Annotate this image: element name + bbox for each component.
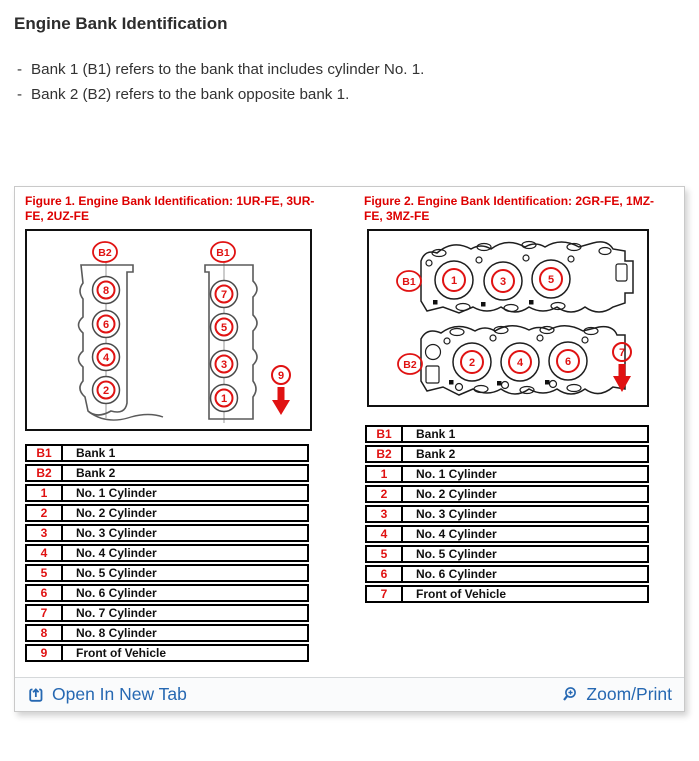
figure2-legend-table <box>365 425 649 605</box>
bullet-marker: - <box>17 61 23 78</box>
legend-key: B2 <box>27 466 63 480</box>
legend-key: 4 <box>367 527 403 541</box>
legend-label: No. 4 Cylinder <box>416 527 497 541</box>
legend-key: 3 <box>27 526 63 540</box>
legend-label: No. 8 Cylinder <box>76 626 157 640</box>
svg-text:3: 3 <box>220 359 228 371</box>
bullet-item <box>17 82 424 107</box>
figure1-diagram <box>25 229 312 431</box>
bank2-gasket-tail <box>89 412 163 420</box>
table-row <box>25 444 309 462</box>
bullet-item <box>17 57 424 82</box>
svg-text:2: 2 <box>102 385 110 397</box>
svg-text:6: 6 <box>564 356 572 368</box>
bullet-list <box>17 57 424 107</box>
figure-panel <box>14 186 685 712</box>
table-row <box>25 504 309 522</box>
legend-label: No. 3 Cylinder <box>416 507 497 521</box>
front-of-vehicle-marker <box>272 366 290 415</box>
svg-text:3: 3 <box>499 276 507 288</box>
legend-label: No. 4 Cylinder <box>76 546 157 560</box>
svg-text:6: 6 <box>102 319 110 331</box>
cylinder-marker <box>549 342 587 380</box>
cylinder-marker <box>211 281 238 308</box>
cylinder-marker <box>453 343 491 381</box>
open-in-new-tab-icon <box>27 686 45 704</box>
table-row <box>365 545 649 563</box>
table-row <box>365 505 649 523</box>
svg-text:7: 7 <box>618 347 626 359</box>
legend-label: No. 6 Cylinder <box>76 586 157 600</box>
cylinder-marker <box>435 261 473 299</box>
legend-key: 5 <box>27 566 63 580</box>
legend-label: No. 7 Cylinder <box>76 606 157 620</box>
legend-key: 3 <box>367 507 403 521</box>
legend-key: 2 <box>367 487 403 501</box>
cylinder-marker <box>211 351 238 378</box>
open-in-new-tab-label: Open In New Tab <box>52 684 187 704</box>
legend-key: 5 <box>367 547 403 561</box>
table-row <box>365 445 649 463</box>
table-row <box>365 525 649 543</box>
table-row <box>25 644 309 662</box>
down-arrow-icon <box>619 364 626 377</box>
legend-label: Bank 1 <box>76 446 116 460</box>
legend-label: No. 6 Cylinder <box>416 567 497 581</box>
bullet-marker: - <box>17 86 23 103</box>
zoom-print-link[interactable] <box>561 684 672 705</box>
legend-label: No. 2 Cylinder <box>76 506 157 520</box>
cylinder-marker <box>93 311 120 338</box>
table-row <box>365 565 649 583</box>
legend-key: 9 <box>27 646 63 660</box>
svg-text:9: 9 <box>277 370 285 382</box>
legend-key: 6 <box>367 567 403 581</box>
legend-key: B2 <box>367 447 403 461</box>
legend-label: No. 2 Cylinder <box>416 487 497 501</box>
legend-label: Bank 1 <box>416 427 456 441</box>
svg-text:7: 7 <box>220 289 228 301</box>
svg-text:2: 2 <box>468 357 476 369</box>
legend-key: 6 <box>27 586 63 600</box>
legend-label: Front of Vehicle <box>416 587 507 601</box>
bank2-label: B2 <box>403 359 417 371</box>
legend-label: No. 5 Cylinder <box>416 547 497 561</box>
legend-key: 7 <box>27 606 63 620</box>
table-row <box>365 585 649 603</box>
zoom-print-label: Zoom/Print <box>586 684 672 704</box>
panel-footer <box>15 677 684 711</box>
legend-key: 2 <box>27 506 63 520</box>
cylinder-marker <box>93 377 120 404</box>
legend-key: B1 <box>27 446 63 460</box>
cylinder-marker <box>93 344 120 371</box>
svg-text:5: 5 <box>220 322 228 334</box>
bullet-text: Bank 1 (B1) refers to the bank that includes cylinder No. 1. <box>31 61 425 78</box>
figure1-legend-table <box>25 444 309 664</box>
cylinder-marker <box>501 343 539 381</box>
magnifier-plus-icon <box>561 686 579 704</box>
bank1-label: B1 <box>402 276 416 288</box>
table-row <box>365 425 649 443</box>
legend-key: 4 <box>27 546 63 560</box>
figure2-caption: Figure 2. Engine Bank Identification: 2GR-FE, 1MZ-FE, 3MZ-FE <box>364 194 655 223</box>
svg-text:8: 8 <box>102 285 110 297</box>
legend-key: 7 <box>367 587 403 601</box>
bank1-label: B1 <box>216 247 230 259</box>
down-arrow-icon <box>278 387 285 401</box>
svg-text:5: 5 <box>547 274 555 286</box>
svg-text:1: 1 <box>450 275 458 287</box>
bank2-label: B2 <box>98 247 112 259</box>
table-row <box>25 604 309 622</box>
svg-text:1: 1 <box>220 393 228 405</box>
table-row <box>25 484 309 502</box>
legend-key: 1 <box>27 486 63 500</box>
table-row <box>25 624 309 642</box>
cylinder-marker <box>93 277 120 304</box>
legend-label: No. 5 Cylinder <box>76 566 157 580</box>
cylinder-marker <box>211 314 238 341</box>
cylinder-marker <box>211 385 238 412</box>
svg-text:4: 4 <box>102 352 110 364</box>
legend-label: No. 1 Cylinder <box>416 467 497 481</box>
table-row <box>25 464 309 482</box>
legend-label: No. 1 Cylinder <box>76 486 157 500</box>
svg-text:4: 4 <box>516 357 524 369</box>
page-title: Engine Bank Identification <box>14 14 228 33</box>
legend-key: 1 <box>367 467 403 481</box>
cylinder-marker <box>532 260 570 298</box>
legend-label: No. 3 Cylinder <box>76 526 157 540</box>
table-row <box>365 485 649 503</box>
figure1-caption: Figure 1. Engine Bank Identification: 1UR-FE, 3UR-FE, 2UZ-FE <box>25 194 315 223</box>
cylinder-marker <box>484 262 522 300</box>
legend-key: B1 <box>367 427 403 441</box>
table-row <box>25 544 309 562</box>
figure2-diagram <box>367 229 649 407</box>
bullet-text: Bank 2 (B2) refers to the bank opposite bank 1. <box>31 86 350 103</box>
figure1-svg <box>27 231 310 429</box>
legend-label: Front of Vehicle <box>76 646 167 660</box>
legend-label: Bank 2 <box>416 447 456 461</box>
figure2-svg <box>369 231 647 405</box>
legend-label: Bank 2 <box>76 466 116 480</box>
legend-key: 8 <box>27 626 63 640</box>
table-row <box>25 524 309 542</box>
table-row <box>365 465 649 483</box>
table-row <box>25 584 309 602</box>
open-in-new-tab-link[interactable] <box>27 684 187 705</box>
table-row <box>25 564 309 582</box>
